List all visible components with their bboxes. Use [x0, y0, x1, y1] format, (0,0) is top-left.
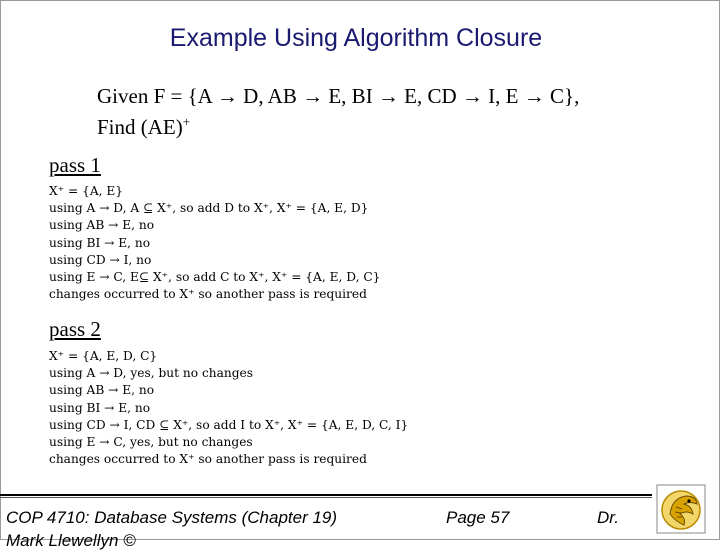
pass-1-line: using AB → E, no — [49, 218, 155, 233]
pass-1-line: changes occurred to X⁺ so another pass is required — [49, 287, 367, 302]
pass-2-heading: pass 2 — [49, 317, 101, 341]
footer-page-number: Page 57 — [446, 508, 510, 527]
closure-plus: + — [182, 114, 191, 129]
footer-author-continued: Mark Llewellyn © — [6, 531, 136, 550]
footer-author: Dr. — [597, 508, 620, 527]
footer-course: COP 4710: Database Systems (Chapter 19) — [6, 508, 338, 527]
slide-title: Example Using Algorithm Closure — [169, 24, 543, 52]
given-fd-set: Given F = {A → D, AB → E, BI → E, CD → I, E → C}, — [97, 84, 580, 108]
footer-divider-thin — [0, 497, 652, 498]
pass-2-line: using CD → I, CD ⊆ X⁺, so add I to X⁺, X⁺ = {A, E, D, C, I} — [49, 417, 409, 432]
pass-1-line: using A → D, A ⊆ X⁺, so add D to X⁺, X⁺ = {A, E, D} — [49, 201, 369, 216]
find-closure-text: Find (AE) — [97, 115, 183, 139]
pass-2-line: using AB → E, no — [49, 383, 155, 398]
pass-1-line: X⁺ = {A, E} — [49, 184, 124, 198]
pass-1-line: using CD → I, no — [49, 252, 152, 267]
pass-1-line: using E → C, E⊆ X⁺, so add C to X⁺, X⁺ = {A, E, D, C} — [49, 270, 381, 285]
pass-2-steps — [49, 348, 408, 468]
pass-2-line: changes occurred to X⁺ so another pass is required — [49, 452, 367, 467]
find-closure — [97, 109, 579, 140]
pass-1-steps — [49, 183, 380, 303]
pass-2-line: using A → D, yes, but no changes — [49, 366, 254, 381]
pass-1-heading: pass 1 — [49, 153, 101, 177]
footer-divider — [0, 494, 652, 496]
pass-2-line: using E → C, yes, but no changes — [49, 435, 253, 450]
pass-2-line: X⁺ = {A, E, D, C} — [49, 349, 158, 363]
pass-2-line: using BI → E, no — [49, 400, 151, 415]
given-statement — [97, 84, 579, 140]
university-logo-icon — [656, 484, 706, 534]
pass-1-line: using BI → E, no — [49, 235, 151, 250]
